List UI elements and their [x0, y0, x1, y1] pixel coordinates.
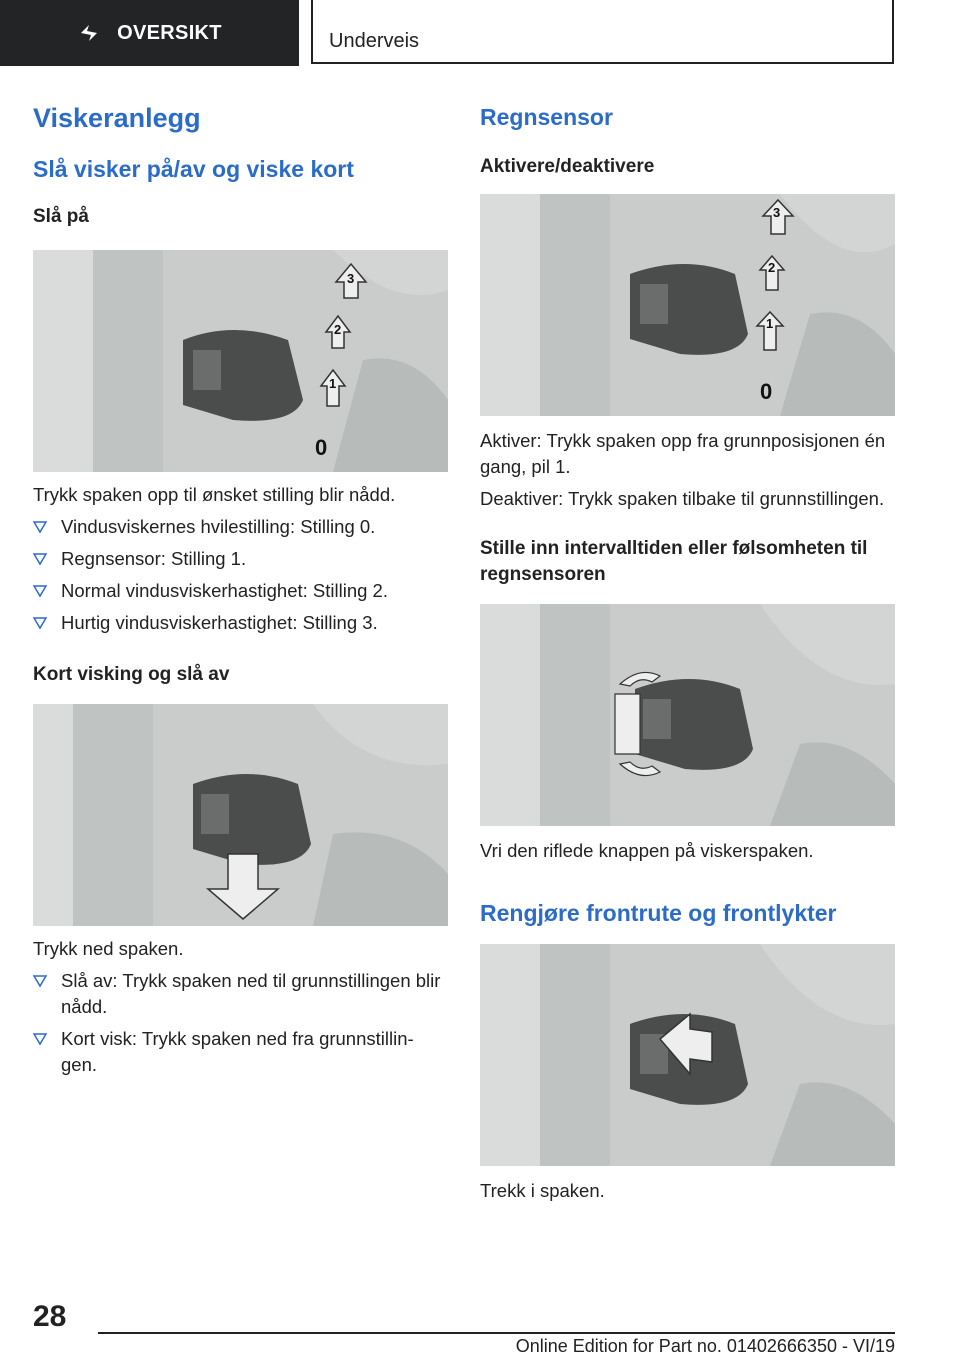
triangle-bullet-icon: [33, 1032, 47, 1046]
svg-text:2: 2: [334, 322, 342, 337]
interval-text: Vri den riflede knappen på viskerspaken.: [480, 840, 814, 861]
heading-interval: Stille inn intervalltiden eller følsomheten til regnsensoren: [480, 538, 868, 585]
list-item: Normal vindusviskerhastighet: Stilling 2.: [33, 578, 448, 604]
edition-info: Online Edition for Part no. 01402666350 - VI/19: [515, 1336, 895, 1356]
deactivate-text: Deaktiver: Trykk spaken tilbake til grunnstillingen.: [480, 488, 885, 509]
overview-tab-label: OVERSIKT: [117, 21, 222, 44]
left-column: [33, 100, 448, 1078]
heading-activate: Aktivere/deaktivere: [480, 156, 655, 177]
page-number: 28: [33, 1300, 67, 1333]
section-header: [311, 0, 894, 64]
figure-lever-down: [33, 704, 448, 926]
svg-text:1: 1: [766, 316, 774, 331]
svg-text:3: 3: [773, 205, 781, 220]
svg-text:2: 2: [768, 260, 776, 275]
figure-lever-up: [33, 250, 448, 472]
list-item: Regnsensor: Stilling 1.: [33, 546, 448, 572]
car-steering-icon: [77, 21, 101, 45]
triangle-bullet-icon: [33, 520, 47, 534]
figure-rain-sensor: [480, 194, 895, 416]
figure-lever-pull: [480, 944, 895, 1166]
figure-knurled-knob: [480, 604, 895, 826]
triangle-bullet-icon: [33, 616, 47, 630]
triangle-bullet-icon: [33, 584, 47, 598]
subtitle: Slå visker på/av og viske kort: [33, 156, 354, 182]
list-item: Hurtig vindusviskerhastighet: Stilling 3.: [33, 610, 448, 636]
turn-on-text: Trykk spaken opp til ønsket stilling blir nådd.: [33, 484, 396, 505]
pull-lever-text: Trekk i spaken.: [480, 1180, 605, 1201]
heading-short-wipe: Kort visking og slå av: [33, 664, 230, 685]
triangle-bullet-icon: [33, 974, 47, 988]
triangle-bullet-icon: [33, 552, 47, 566]
svg-text:1: 1: [329, 376, 337, 391]
svg-text:0: 0: [315, 435, 328, 460]
short-wipe-list: [33, 968, 448, 1078]
page-title: Viskeranlegg: [33, 103, 201, 133]
right-column: [480, 100, 895, 1204]
clean-windshield-title: Rengjøre frontrute og frontlykter: [480, 900, 837, 926]
heading-turn-on: Slå på: [33, 206, 89, 227]
list-item: Kort visk: Trykk spaken ned fra grunnstillin-gen.: [33, 1026, 448, 1078]
rain-sensor-title: Regnsensor: [480, 104, 613, 130]
overview-tab[interactable]: [0, 0, 299, 66]
section-header-label: Underveis: [329, 30, 420, 52]
list-item: Vindusviskernes hvilestilling: Stilling 0.: [33, 514, 448, 540]
svg-text:3: 3: [347, 271, 355, 286]
activate-text: Aktiver: Trykk spaken opp fra grunnposisjonen én gang, pil 1.: [480, 430, 886, 477]
short-wipe-text: Trykk ned spaken.: [33, 938, 184, 959]
list-item: Slå av: Trykk spaken ned til grunnstillingen blir nådd.: [33, 968, 448, 1020]
svg-text:0: 0: [760, 379, 773, 404]
turn-on-list: [33, 514, 448, 636]
footer-divider: [98, 1332, 895, 1334]
